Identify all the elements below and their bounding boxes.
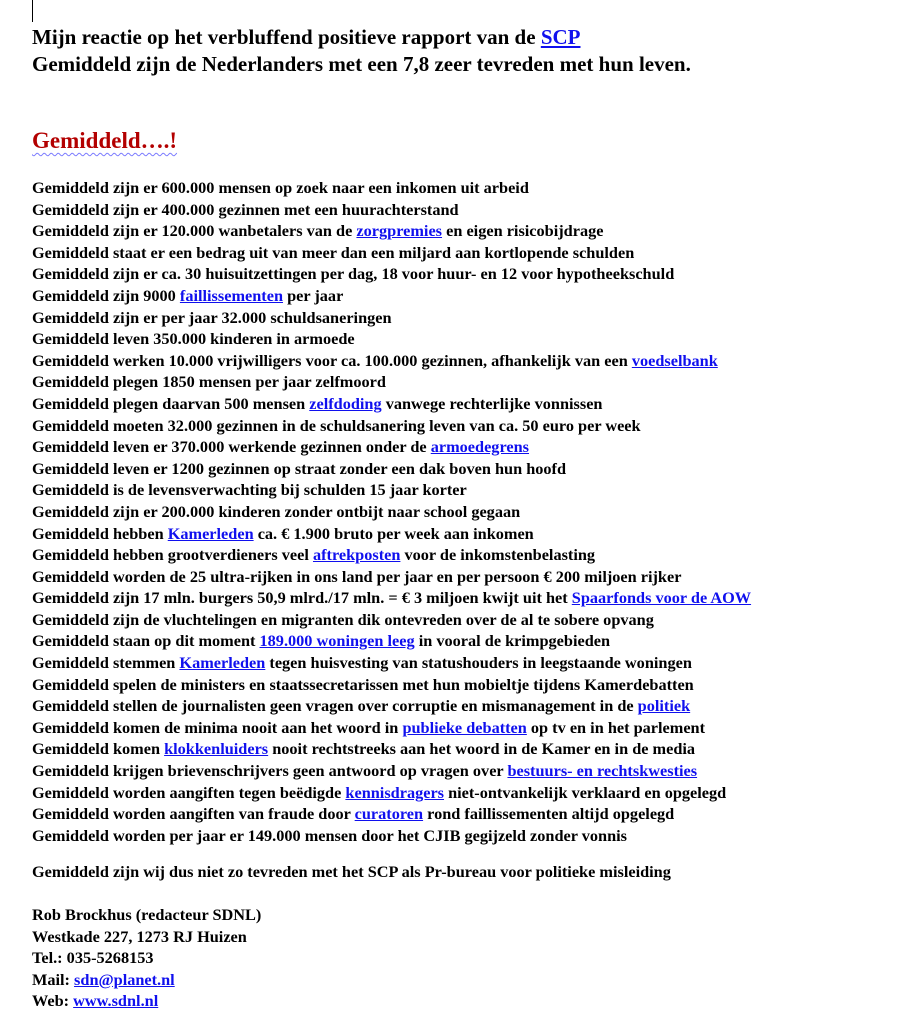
statement-line xyxy=(32,177,751,199)
statement-text: Gemiddeld komen xyxy=(32,739,165,759)
statement-link[interactable]: faillissementen xyxy=(179,285,284,305)
statement-link[interactable]: Kamerleden xyxy=(167,523,254,543)
statement-line xyxy=(32,479,751,501)
statement-text: vanwege rechterlijke vonnissen xyxy=(381,393,603,413)
statement-text: Gemiddeld zijn er 120.000 wanbetalers van de xyxy=(32,221,357,241)
statement-line xyxy=(32,415,751,437)
statement-text: Gemiddeld moeten 32.000 gezinnen in de schuldsanering leven van ca. 50 euro per week xyxy=(32,415,641,435)
statement-text: Gemiddeld worden aangiften van fraude door xyxy=(32,804,355,824)
heading-line-2: Gemiddeld zijn de Nederlanders met een 7,8 zeer tevreden met hun leven. xyxy=(32,52,691,76)
statement-text: Gemiddeld zijn er 400.000 gezinnen met een huurachterstand xyxy=(32,199,459,219)
statement-text: in vooral de krimpgebieden xyxy=(414,631,611,651)
statement-line xyxy=(32,609,751,631)
statement-line xyxy=(32,436,751,458)
statement-line xyxy=(32,263,751,285)
statement-text: en eigen risicobijdrage xyxy=(442,221,604,241)
statement-text: rond faillissementen altijd opgelegd xyxy=(423,804,675,824)
statement-link[interactable]: zelfdoding xyxy=(309,393,382,413)
statement-link[interactable]: publieke debatten xyxy=(402,717,527,737)
signature-address: Westkade 227, 1273 RJ Huizen xyxy=(32,926,247,946)
mail-label: Mail: xyxy=(32,969,75,989)
statement-text: nooit rechtstreeks aan het woord in de Kamer en in de media xyxy=(268,739,696,759)
statement-line xyxy=(32,220,751,242)
statement-text: Gemiddeld plegen daarvan 500 mensen xyxy=(32,393,310,413)
statement-text: Gemiddeld hebben grootverdieners veel xyxy=(32,545,313,565)
statement-line xyxy=(32,760,751,782)
statement-line xyxy=(32,371,751,393)
statement-line xyxy=(32,501,751,523)
statement-line xyxy=(32,803,751,825)
statement-text: Gemiddeld zijn 17 mln. burgers 50,9 mlrd./17 mln. = € 3 miljoen kwijt uit het xyxy=(32,588,572,608)
statement-line xyxy=(32,199,751,221)
statement-text: per jaar xyxy=(283,285,344,305)
statement-link[interactable]: bestuurs- en rechtskwesties xyxy=(507,761,698,781)
statement-text: niet-ontvankelijk verklaard en opgelegd xyxy=(444,782,727,802)
heading-line-1-text: Mijn reactie op het verbluffend positieve rapport van de xyxy=(32,25,541,49)
web-link[interactable]: www.sdnl.nl xyxy=(73,991,159,1011)
statement-line xyxy=(32,738,751,760)
statement-line xyxy=(32,652,751,674)
statement-line xyxy=(32,825,751,847)
statement-text: Gemiddeld komen de minima nooit aan het woord in xyxy=(32,717,403,737)
statement-line xyxy=(32,458,751,480)
statement-text: Gemiddeld werken 10.000 vrijwilligers voor ca. 100.000 gezinnen, afhankelijk van een xyxy=(32,350,632,370)
statement-line xyxy=(32,695,751,717)
statement-text: Gemiddeld krijgen brievenschrijvers geen antwoord op vragen over xyxy=(32,761,508,781)
scp-link[interactable]: SCP xyxy=(540,25,581,49)
statement-line xyxy=(32,566,751,588)
statement-line xyxy=(32,307,751,329)
statement-link[interactable]: Spaarfonds voor de AOW xyxy=(571,588,752,608)
statement-text: Gemiddeld zijn de vluchtelingen en migranten dik ontevreden over de al te sobere opvang xyxy=(32,609,654,629)
text-cursor xyxy=(32,0,33,22)
statement-line xyxy=(32,587,751,609)
statement-text: Gemiddeld leven 350.000 kinderen in armoede xyxy=(32,329,355,349)
statement-text: Gemiddeld zijn er 200.000 kinderen zonder ontbijt naar school gegaan xyxy=(32,501,521,521)
signature-block xyxy=(32,904,261,1012)
section-title: Gemiddeld….! xyxy=(32,128,178,153)
signature-tel: Tel.: 035-5268153 xyxy=(32,948,154,968)
statement-line xyxy=(32,523,751,545)
statement-text: op tv en in het parlement xyxy=(526,717,706,737)
statement-text: Gemiddeld is de levensverwachting bij schulden 15 jaar korter xyxy=(32,480,467,500)
statement-line xyxy=(32,717,751,739)
statement-link[interactable]: armoedegrens xyxy=(430,437,530,457)
conclusion: Gemiddeld zijn wij dus niet zo tevreden met het SCP als Pr-bureau voor politieke misleiding xyxy=(32,862,671,881)
statement-link[interactable]: 189.000 woningen leeg xyxy=(259,631,415,651)
statement-text: Gemiddeld zijn 9000 xyxy=(32,285,180,305)
statement-text: Gemiddeld worden de 25 ultra-rijken in ons land per jaar en per persoon € 200 miljoen rijker xyxy=(32,566,682,586)
statement-link[interactable]: aftrekposten xyxy=(312,545,401,565)
statement-text: Gemiddeld spelen de ministers en staatssecretarissen met hun mobieltje tijdens Kamerdebatten xyxy=(32,674,694,694)
statement-line xyxy=(32,242,751,264)
statement-text: Gemiddeld worden aangiften tegen beëdigde xyxy=(32,782,346,802)
statement-link[interactable]: politiek xyxy=(637,696,691,716)
statement-text: Gemiddeld plegen 1850 mensen per jaar zelfmoord xyxy=(32,372,386,392)
statement-text: Gemiddeld leven er 370.000 werkende gezinnen onder de xyxy=(32,437,431,457)
statement-text: Gemiddeld stellen de journalisten geen vragen over corruptie en mismanagement in de xyxy=(32,696,638,716)
signature-web xyxy=(32,990,261,1012)
heading-line-1 xyxy=(32,24,691,51)
statement-line xyxy=(32,285,751,307)
statement-line xyxy=(32,393,751,415)
statement-line xyxy=(32,630,751,652)
mail-link[interactable]: sdn@planet.nl xyxy=(74,969,175,989)
statement-text: Gemiddeld zijn er 600.000 mensen op zoek naar een inkomen uit arbeid xyxy=(32,178,529,197)
statement-link[interactable]: zorgpremies xyxy=(356,221,443,241)
statement-text: voor de inkomstenbelasting xyxy=(400,545,596,565)
statement-line xyxy=(32,782,751,804)
statement-text: Gemiddeld worden per jaar er 149.000 mensen door het CJIB gegijzeld zonder vonnis xyxy=(32,825,628,845)
statement-text: Gemiddeld stemmen xyxy=(32,653,180,673)
signature-mail xyxy=(32,969,261,991)
statement-link[interactable]: voedselbank xyxy=(631,350,718,370)
statement-text: Gemiddeld zijn er ca. 30 huisuitzettingen per dag, 18 voor huur- en 12 voor hypotheekschuld xyxy=(32,264,675,284)
statement-text: Gemiddeld zijn er per jaar 32.000 schuldsaneringen xyxy=(32,307,392,327)
statement-link[interactable]: curatoren xyxy=(354,804,424,824)
web-label: Web: xyxy=(32,991,74,1011)
statement-link[interactable]: Kamerleden xyxy=(179,653,266,673)
statement-line xyxy=(32,544,751,566)
statement-list xyxy=(32,177,751,846)
statement-text: ca. € 1.900 bruto per week aan inkomen xyxy=(253,523,534,543)
statement-text: Gemiddeld hebben xyxy=(32,523,168,543)
statement-text: Gemiddeld leven er 1200 gezinnen op straat zonder een dak boven hun hoofd xyxy=(32,458,567,478)
statement-link[interactable]: klokkenluiders xyxy=(164,739,269,759)
statement-text: Gemiddeld staan op dit moment xyxy=(32,631,260,651)
document-heading xyxy=(32,24,691,78)
statement-line xyxy=(32,350,751,372)
statement-line xyxy=(32,674,751,696)
statement-text: tegen huisvesting van statushouders in leegstaande woningen xyxy=(265,653,692,673)
statement-line xyxy=(32,328,751,350)
statement-text: Gemiddeld staat er een bedrag uit van meer dan een miljard aan kortlopende schulden xyxy=(32,242,635,262)
statement-link[interactable]: kennisdragers xyxy=(345,782,445,802)
signature-name: Rob Brockhus (redacteur SDNL) xyxy=(32,905,262,924)
